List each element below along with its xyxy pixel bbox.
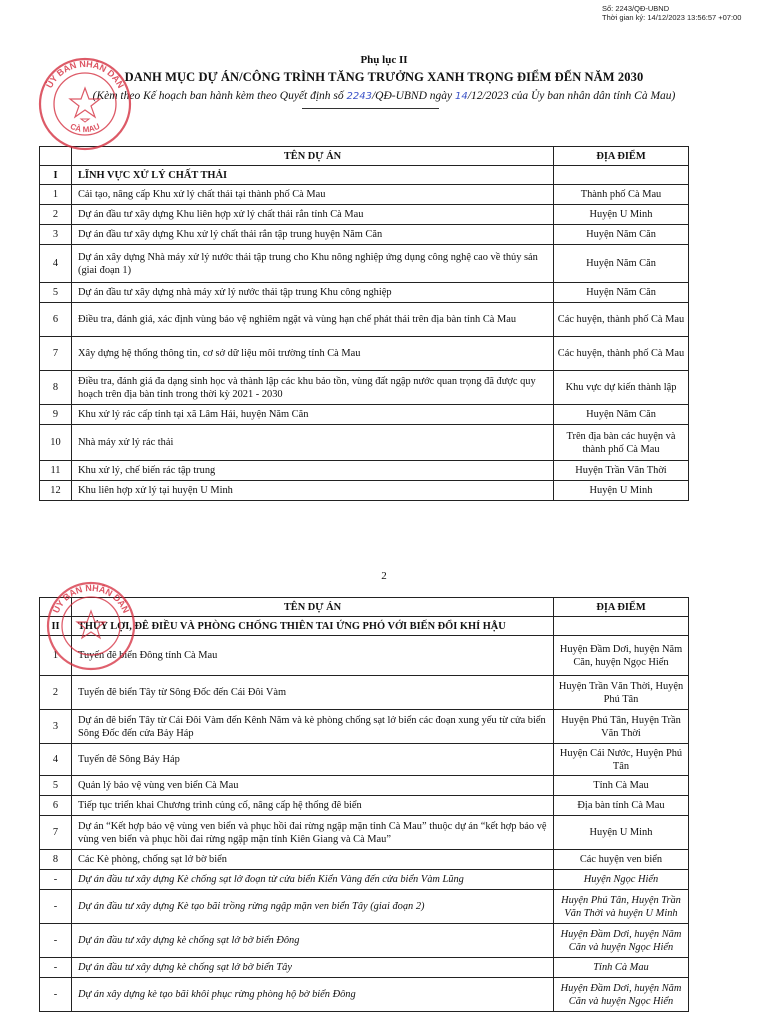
row-location: Trên địa bàn các huyện và thành phố Cà Mau — [554, 425, 689, 461]
row-project-name: Tiếp tục triển khai Chương trình củng cố, nâng cấp hệ thống đê biển — [72, 796, 554, 816]
row-location: Huyện Phú Tân, Huyện Trần Văn Thời — [554, 710, 689, 744]
table-row — [40, 225, 689, 245]
row-number: 1 — [40, 185, 72, 205]
header-cell-project: TÊN DỰ ÁN — [72, 147, 554, 166]
section-title: THỦY LỢI, ĐÊ ĐIỀU VÀ PHÒNG CHỐNG THIÊN TAI ỨNG PHÓ VỚI BIẾN ĐỔI KHÍ HẬU — [72, 617, 554, 636]
row-number: 5 — [40, 776, 72, 796]
section-number: I — [40, 166, 72, 185]
row-number: 3 — [40, 710, 72, 744]
row-location: Huyện U Minh — [554, 481, 689, 501]
row-location: Huyện Đầm Dơi, huyện Năm Căn và huyện Ngọc Hiển — [554, 924, 689, 958]
row-project-name: Điều tra, đánh giá, xác định vùng bảo vệ nghiêm ngặt và vùng hạn chế phát thải trên địa bàn tỉnh Cà Mau — [72, 303, 554, 337]
row-location: Tỉnh Cà Mau — [554, 776, 689, 796]
row-project-name: Tuyến đê Sông Bảy Háp — [72, 744, 554, 776]
row-project-name: Tuyến đê biển Đông tỉnh Cà Mau — [72, 636, 554, 676]
row-location: Huyện Cái Nước, Huyện Phú Tân — [554, 744, 689, 776]
table-header-row — [40, 598, 689, 617]
table-row — [40, 924, 689, 958]
header-cell-location: ĐỊA ĐIỂM — [554, 147, 689, 166]
document-subtitle: (Kèm theo Kế hoạch ban hành kèm theo Quyết định số 2243/QĐ-UBND ngày 14/12/2023 của Ủy ban nhân dân tỉnh Cà Mau) — [92, 90, 676, 102]
section-row — [40, 617, 689, 636]
table-row — [40, 185, 689, 205]
row-location: Huyện Đầm Dơi, huyện Năm Căn và huyện Ngọc Hiển — [554, 978, 689, 1012]
header-cell-empty — [40, 147, 72, 166]
section-number: II — [40, 617, 72, 636]
table-row — [40, 303, 689, 337]
row-location: Huyện Năm Căn — [554, 283, 689, 303]
row-number: 7 — [40, 337, 72, 371]
row-number: - — [40, 978, 72, 1012]
row-location: Huyện Đầm Dơi, huyện Năm Căn, huyện Ngọc Hiển — [554, 636, 689, 676]
row-location: Huyện Năm Căn — [554, 405, 689, 425]
header-cell-empty — [40, 598, 72, 617]
row-number: - — [40, 958, 72, 978]
table-row — [40, 676, 689, 710]
row-location: Tỉnh Cà Mau — [554, 958, 689, 978]
row-location: Huyện U Minh — [554, 205, 689, 225]
table-row — [40, 425, 689, 461]
row-location: Các huyện, thành phố Cà Mau — [554, 337, 689, 371]
row-project-name: Cải tạo, nâng cấp Khu xử lý chất thải tại thành phố Cà Mau — [72, 185, 554, 205]
table-row — [40, 710, 689, 744]
row-project-name: Dự án đầu tư xây dựng Kè chống sạt lở đoạn từ cửa biển Kiển Vàng đến cửa biển Vàm Lũng — [72, 870, 554, 890]
row-location: Huyện Trần Văn Thời — [554, 461, 689, 481]
row-number: - — [40, 870, 72, 890]
row-project-name: Khu liên hợp xử lý tại huyện U Minh — [72, 481, 554, 501]
row-number: 4 — [40, 245, 72, 283]
row-project-name: Dự án đê biển Tây từ Cái Đôi Vàm đến Kênh Năm và kè phòng chống sạt lở biển các đoạn xung yếu từ cửa biển Sông Đốc đến cửa Bảy Háp — [72, 710, 554, 744]
table-row — [40, 461, 689, 481]
page-number: 2 — [381, 570, 387, 582]
row-project-name: Nhà máy xử lý rác thải — [72, 425, 554, 461]
project-table-irrigation — [39, 597, 689, 1012]
section-location-empty — [554, 166, 689, 185]
row-project-name: Dự án “Kết hợp bảo vệ vùng ven biển và phục hồi đai rừng ngập mặn tỉnh Cà Mau” thuộc dự án “kết hợp bảo vệ vùng ven biển và phục hồi đai rừng ngập mặn tỉnh Kiên Giang và Cà Mau” — [72, 816, 554, 850]
row-location: Huyện U Minh — [554, 816, 689, 850]
row-number: 8 — [40, 850, 72, 870]
appendix-label: Phụ lục II — [360, 54, 408, 66]
row-project-name: Dự án đầu tư xây dựng Khu xử lý chất thải rắn tập trung huyện Năm Căn — [72, 225, 554, 245]
svg-text:ỦY BAN NHÂN DÂN: ỦY BAN NHÂN DÂN — [44, 58, 126, 90]
header-cell-location: ĐỊA ĐIỂM — [554, 598, 689, 617]
row-project-name: Các Kè phòng, chống sạt lở bờ biển — [72, 850, 554, 870]
row-project-name: Khu xử lý, chế biến rác tập trung — [72, 461, 554, 481]
row-project-name: Dự án đầu tư xây dựng Khu liên hợp xử lý chất thải rắn tỉnh Cà Mau — [72, 205, 554, 225]
row-number: 7 — [40, 816, 72, 850]
row-project-name: Quản lý bảo vệ vùng ven biển Cà Mau — [72, 776, 554, 796]
row-project-name: Dự án đầu tư xây dựng nhà máy xử lý nước thải tập trung Khu công nghiệp — [72, 283, 554, 303]
row-project-name: Điều tra, đánh giá đa dạng sinh học và thành lập các khu bảo tồn, vùng đất ngập nước quan trọng đã được quy hoạch trên địa bàn tỉnh trong thời kỳ 2021 - 2030 — [72, 371, 554, 405]
row-number: 8 — [40, 371, 72, 405]
row-number: 4 — [40, 744, 72, 776]
table-header-row — [40, 147, 689, 166]
table-row — [40, 958, 689, 978]
table-row — [40, 405, 689, 425]
svg-text:CÀ MAU: CÀ MAU — [68, 121, 102, 135]
row-project-name: Dự án xây dựng kè tạo bãi khôi phục rừng phòng hộ bờ biển Đông — [72, 978, 554, 1012]
row-number: 6 — [40, 796, 72, 816]
table-row — [40, 870, 689, 890]
row-project-name: Xây dựng hệ thống thông tin, cơ sở dữ liệu môi trường tỉnh Cà Mau — [72, 337, 554, 371]
table-row — [40, 371, 689, 405]
table-row — [40, 245, 689, 283]
table-row — [40, 744, 689, 776]
row-number: 6 — [40, 303, 72, 337]
row-project-name: Dự án đầu tư xây dựng kè chống sạt lở bờ biển Tây — [72, 958, 554, 978]
row-number: 2 — [40, 676, 72, 710]
table-row — [40, 481, 689, 501]
row-location: Các huyện, thành phố Cà Mau — [554, 303, 689, 337]
signature-time: Thời gian ký: 14/12/2023 13:56:57 +07:00 — [602, 13, 742, 22]
row-location: Địa bàn tỉnh Cà Mau — [554, 796, 689, 816]
svg-text:ỦY BAN NHÂN DÂN: ỦY BAN NHÂN DÂN — [50, 582, 132, 615]
row-location: Khu vực dự kiến thành lập — [554, 371, 689, 405]
section-row — [40, 166, 689, 185]
row-number: 3 — [40, 225, 72, 245]
row-project-name: Khu xử lý rác cấp tỉnh tại xã Lâm Hải, huyện Năm Căn — [72, 405, 554, 425]
header-cell-project: TÊN DỰ ÁN — [72, 598, 554, 617]
row-number: 2 — [40, 205, 72, 225]
table-row — [40, 796, 689, 816]
row-location: Huyện Phú Tân, Huyện Trần Văn Thời và huyện U Minh — [554, 890, 689, 924]
table-row — [40, 205, 689, 225]
row-project-name: Tuyến đê biển Tây từ Sông Đốc đến Cái Đôi Vàm — [72, 676, 554, 710]
row-location: Huyện Năm Căn — [554, 225, 689, 245]
row-number: 11 — [40, 461, 72, 481]
row-number: 10 — [40, 425, 72, 461]
row-number: 5 — [40, 283, 72, 303]
row-number: 9 — [40, 405, 72, 425]
row-number: - — [40, 924, 72, 958]
table-row — [40, 890, 689, 924]
digital-signature-block — [602, 4, 741, 22]
row-project-name: Dự án đầu tư xây dựng kè chống sạt lở bờ biển Đông — [72, 924, 554, 958]
row-number: 12 — [40, 481, 72, 501]
table-row — [40, 816, 689, 850]
document-title: DANH MỤC DỰ ÁN/CÔNG TRÌNH TĂNG TRƯỞNG XANH TRỌNG ĐIỂM ĐẾN NĂM 2030 — [124, 70, 644, 84]
section-location-empty — [554, 617, 689, 636]
table-row — [40, 978, 689, 1012]
table-row — [40, 337, 689, 371]
section-title: LĨNH VỰC XỬ LÝ CHẤT THẢI — [72, 166, 554, 185]
signature-number: Số: 2243/QĐ-UBND — [602, 4, 670, 13]
project-table-waste — [39, 146, 689, 501]
table-row — [40, 283, 689, 303]
table-row — [40, 776, 689, 796]
row-location: Huyện Ngọc Hiển — [554, 870, 689, 890]
row-project-name: Dự án xây dựng Nhà máy xử lý nước thải tập trung cho Khu nông nghiệp ứng dụng công nghệ cao về thủy sản (giai đoạn 1) — [72, 245, 554, 283]
row-number: - — [40, 890, 72, 924]
title-underline — [302, 108, 439, 109]
official-seal-stamp — [34, 54, 136, 154]
row-location: Huyện Trần Văn Thời, Huyện Phú Tân — [554, 676, 689, 710]
table-row — [40, 636, 689, 676]
row-project-name: Dự án đầu tư xây dựng Kè tạo bãi trồng rừng ngập mặn ven biển Tây (giai đoạn 2) — [72, 890, 554, 924]
row-location: Các huyện ven biển — [554, 850, 689, 870]
row-location: Thành phố Cà Mau — [554, 185, 689, 205]
row-location: Huyện Năm Căn — [554, 245, 689, 283]
row-number: 1 — [40, 636, 72, 676]
table-row — [40, 850, 689, 870]
